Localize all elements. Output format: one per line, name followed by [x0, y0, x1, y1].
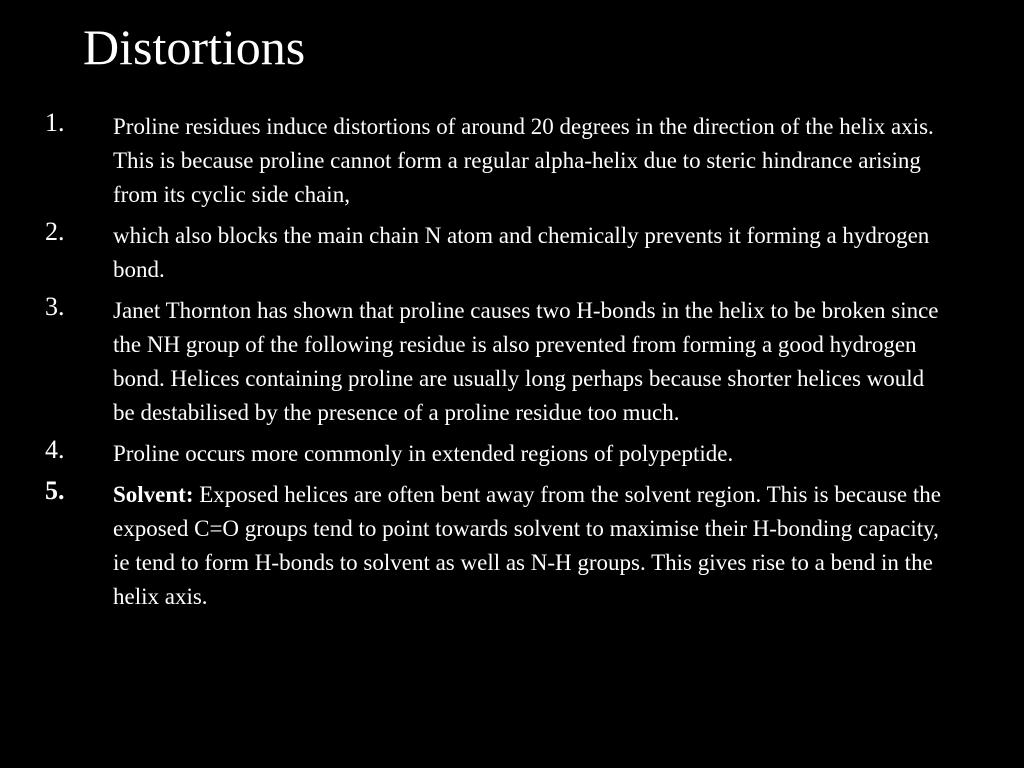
list-item	[0, 110, 943, 212]
list-item-text: Exposed helices are often bent away from the solvent region. This is because the exposed C=O groups tend to point towards solvent to maximise their H-bonding capacity, ie tend to form H-bonds to solvent as well as N-H groups. This gives rise to a bend in the helix axis.	[113, 482, 941, 609]
list-item-number: 2.	[45, 217, 65, 246]
list-item-text: Janet Thornton has shown that proline causes two H-bonds in the helix to be broken since the NH group of the following residue is also prevented from forming a good hydrogen bond. Helices containing proline are usually long perhaps because shorter helices would be destabilised by the presence of a proline residue too much.	[113, 298, 939, 425]
list-item-text: which also blocks the main chain N atom and chemically prevents it forming a hydrogen bond.	[113, 223, 930, 282]
list-item-number: 4.	[45, 435, 65, 464]
list-item	[0, 478, 943, 614]
list-item	[0, 437, 943, 471]
list-item	[0, 294, 943, 430]
list-item-text: Proline occurs more commonly in extended regions of polypeptide.	[113, 441, 734, 466]
numbered-list	[0, 110, 1024, 621]
list-item-number: 5.	[45, 476, 65, 505]
list-item-number: 1.	[45, 108, 65, 137]
slide-title: Distortions	[83, 19, 306, 75]
list-item	[0, 219, 943, 287]
list-item-lead: Solvent:	[113, 482, 194, 507]
list-item-text: Proline residues induce distortions of around 20 degrees in the direction of the helix axis. This is because proline cannot form a regular alpha-helix due to steric hindrance arising from its cyclic side chain,	[113, 114, 934, 207]
list-item-number: 3.	[45, 292, 65, 321]
